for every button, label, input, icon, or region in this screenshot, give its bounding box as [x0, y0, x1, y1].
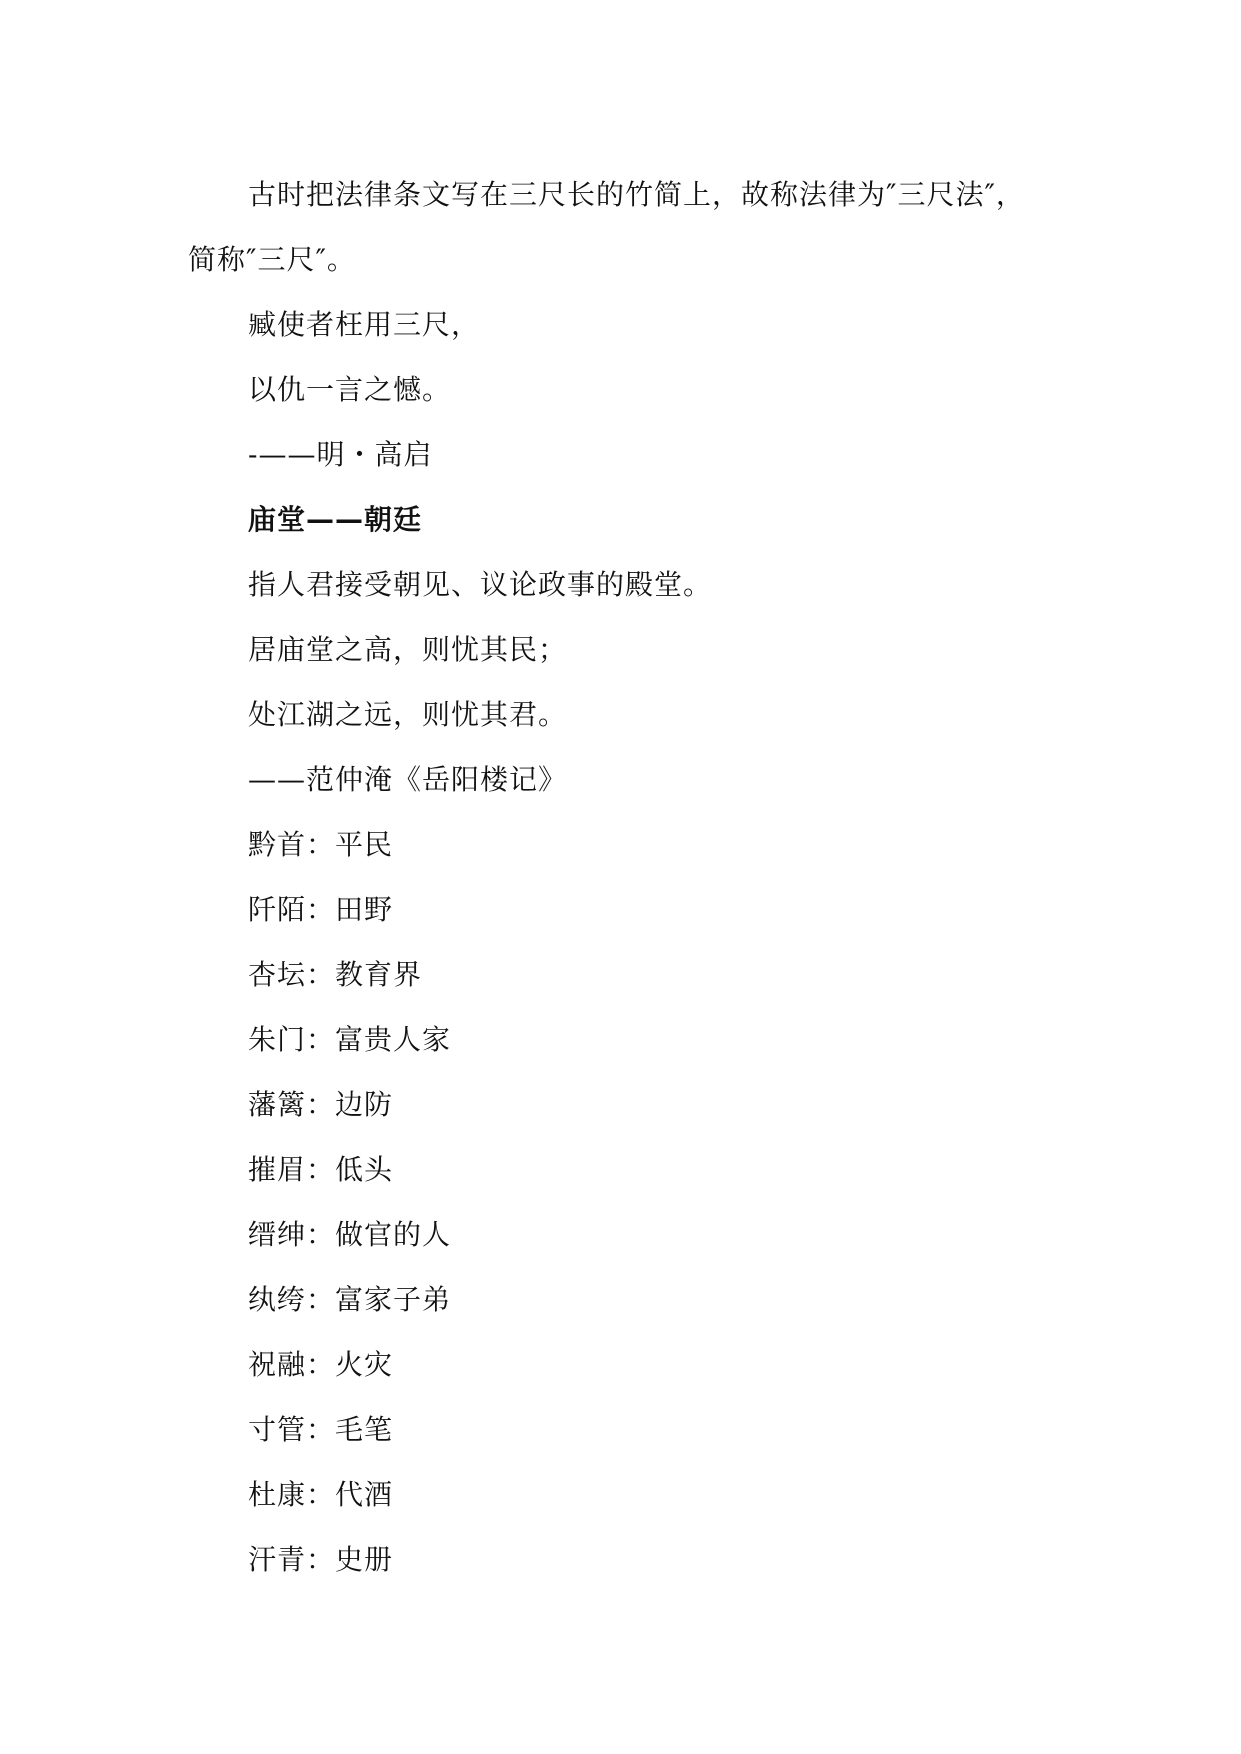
term-item: 阡陌：田野: [248, 893, 394, 926]
section-quote-line-1: 居庙堂之高，则忧其民；: [248, 633, 568, 666]
section-definition: 指人君接受朝见、议论政事的殿堂。: [248, 568, 713, 601]
document-body: [188, 162, 1068, 1592]
section-quote-source: ——范仲淹《岳阳楼记》: [248, 763, 568, 796]
section-quote-line-2: 处江湖之远，则忧其君。: [248, 698, 568, 731]
term-item: 缙绅：做官的人: [248, 1218, 452, 1251]
term-item: 祝融：火灾: [248, 1348, 394, 1381]
term-item: 杏坛：教育界: [248, 958, 423, 991]
term-item: 纨绔：富家子弟: [248, 1283, 452, 1316]
intro-line-1: 古时把法律条文写在三尺长的竹简上，故称法律为″三尺法″，: [248, 178, 1025, 211]
intro-line-2: 简称″三尺″。: [188, 243, 356, 276]
quote-line-2: 以仇一言之憾。: [248, 373, 452, 406]
term-item: 藩篱：边防: [248, 1088, 394, 1121]
term-item: 汗青：史册: [248, 1543, 394, 1576]
term-item: 黔首：平民: [248, 828, 394, 861]
term-item: 寸管：毛笔: [248, 1413, 394, 1446]
term-item: 摧眉：低头: [248, 1153, 394, 1186]
term-item: 杜康：代酒: [248, 1478, 394, 1511]
quote-source: -——明・高启: [248, 438, 433, 471]
term-item: 朱门：富贵人家: [248, 1023, 452, 1056]
quote-line-1: 臧使者枉用三尺，: [248, 308, 481, 341]
section-heading: 庙堂——朝廷: [248, 503, 423, 536]
